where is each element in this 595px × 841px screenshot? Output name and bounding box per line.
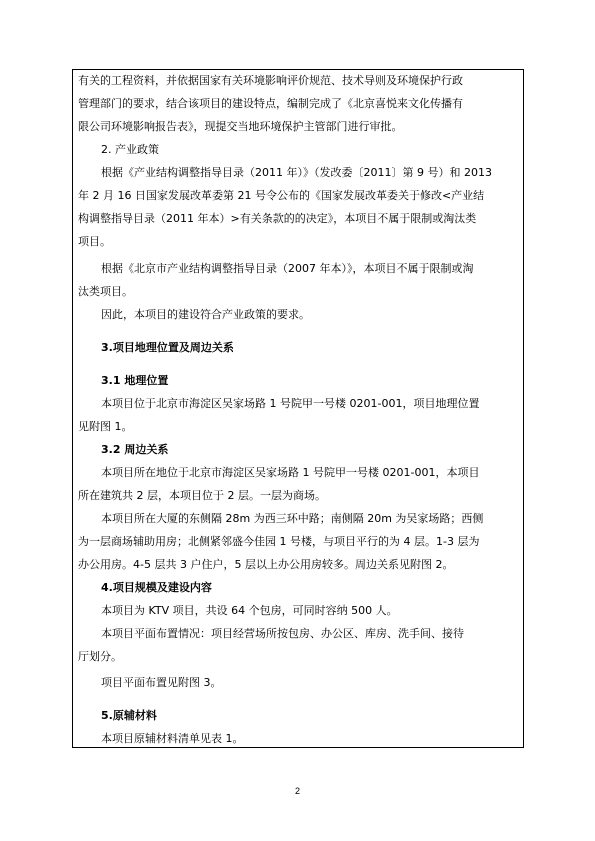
- section-heading-industry-policy: 2. 产业政策: [101, 143, 159, 156]
- body-line: 见附图 1。: [78, 420, 133, 433]
- page-number: 2: [294, 786, 300, 796]
- subsection-heading-geo-location: 3.1 地理位置: [101, 374, 169, 387]
- body-line: 本项目原辅材料清单见表 1。: [101, 732, 244, 745]
- body-line: 年 2 月 16 日国家发展改革委第 21 号令公布的《国家发展改革委关于修改<产业结: [78, 189, 485, 202]
- body-line: 项目。: [78, 235, 111, 248]
- section-heading-location: 3.项目地理位置及周边关系: [101, 341, 234, 354]
- body-line: 根据《北京市产业结构调整指导目录（2007 年本）》，本项目不属于限制或淘: [101, 262, 474, 275]
- body-line: 管理部门的要求，结合该项目的建设特点，编制完成了《北京喜悦来文化传播有: [78, 97, 463, 110]
- body-line: 根据《产业结构调整指导目录（2011 年）》（发改委〔2011〕第 9 号）和 2013: [101, 166, 492, 179]
- body-line: 本项目为 KTV 项目，共设 64 个包房，可同时容纳 500 人。: [101, 604, 398, 617]
- subsection-heading-surroundings: 3.2 周边关系: [101, 443, 169, 456]
- body-line: 汰类项目。: [78, 285, 133, 298]
- body-line: 办公用房。4-5 层共 3 户住户，5 层以上办公用房较多。周边关系见附图 2。: [78, 558, 454, 571]
- body-line: 所在建筑共 2 层，本项目位于 2 层。一层为商场。: [78, 489, 326, 502]
- body-line: 厅划分。: [78, 650, 122, 663]
- section-heading-scale: 4.项目规模及建设内容: [101, 581, 212, 594]
- body-line: 本项目所在地位于北京市海淀区吴家场路 1 号院甲一号楼 0201-001，本项目: [101, 466, 480, 479]
- body-line: 限公司环境影响报告表》，现提交当地环境保护主管部门进行审批。: [78, 120, 403, 133]
- body-line: 本项目位于北京市海淀区吴家场路 1 号院甲一号楼 0201-001，项目地理位置: [101, 397, 480, 410]
- body-line: 为一层商场辅助用房；北侧紧邻盛今佳园 1 号楼，与项目平行的为 4 层。1-3 层为: [78, 535, 480, 548]
- body-line: 构调整指导目录（2011 年本）>有关条款的的决定》，本项目不属于限制或淘汰类: [78, 212, 477, 225]
- body-line: 有关的工程资料，并依据国家有关环境影响评价规范、技术导则及环境保护行政: [78, 74, 463, 87]
- body-line: 因此，本项目的建设符合产业政策的要求。: [101, 308, 310, 321]
- section-heading-materials: 5.原辅材料: [101, 709, 157, 722]
- body-line: 本项目平面布置情况：项目经营场所按包房、办公区、库房、洗手间、接待: [101, 627, 464, 640]
- body-line: 项目平面布置见附图 3。: [101, 676, 222, 689]
- body-line: 本项目所在大厦的东侧隔 28m 为西三环中路；南侧隔 20m 为吴家场路；西侧: [101, 512, 484, 525]
